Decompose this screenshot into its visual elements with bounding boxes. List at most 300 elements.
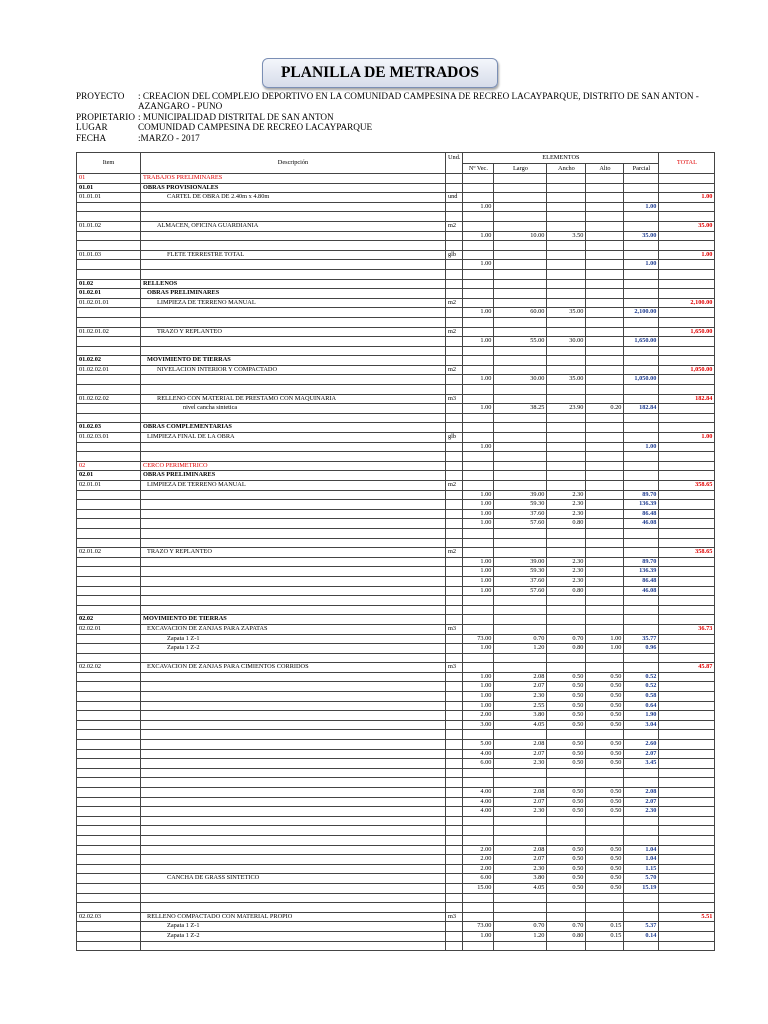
cell-nveces [463, 413, 494, 423]
cell-total: 36.73 [659, 624, 715, 634]
table-row [77, 174, 715, 184]
cell-largo [494, 624, 547, 634]
cell-ancho [547, 298, 586, 308]
cell-largo [494, 289, 547, 299]
cell-ancho [547, 481, 586, 491]
table-row [77, 404, 715, 414]
cell-nveces [463, 615, 494, 625]
table-row [77, 807, 715, 817]
cell-largo [494, 596, 547, 606]
cell-largo [494, 461, 547, 471]
metrados-table [76, 152, 715, 951]
cell-item [77, 682, 141, 692]
cell-und: glb [446, 250, 463, 260]
cell-ancho [547, 365, 586, 375]
cell-nveces: 1.00 [463, 931, 494, 941]
cell-parcial: 86.48 [624, 509, 659, 519]
cell-parcial: 0.96 [624, 644, 659, 654]
cell-largo: 2.30 [494, 807, 547, 817]
cell-descripcion [141, 864, 446, 874]
cell-ancho: 0.70 [547, 634, 586, 644]
cell-nveces [463, 663, 494, 673]
table-row [77, 433, 715, 443]
cell-alto [586, 298, 624, 308]
cell-nveces [463, 471, 494, 481]
cell-nveces [463, 241, 494, 251]
cell-largo [494, 663, 547, 673]
cell-und [446, 615, 463, 625]
cell-nveces [463, 903, 494, 913]
cell-ancho [547, 442, 586, 452]
table-row [77, 720, 715, 730]
cell-descripcion [141, 346, 446, 356]
cell-item [77, 778, 141, 788]
cell-largo: 3.80 [494, 711, 547, 721]
cell-descripcion [141, 730, 446, 740]
cell-und: m2 [446, 298, 463, 308]
cell-total [659, 375, 715, 385]
cell-alto [586, 653, 624, 663]
cell-ancho: 3.50 [547, 231, 586, 241]
cell-nveces: 2.00 [463, 845, 494, 855]
cell-ancho [547, 423, 586, 433]
cell-ancho [547, 413, 586, 423]
header-label [76, 101, 138, 111]
table-row [77, 490, 715, 500]
table-row [77, 461, 715, 471]
cell-largo [494, 471, 547, 481]
cell-nveces [463, 433, 494, 443]
cell-item [77, 711, 141, 721]
cell-total [659, 644, 715, 654]
cell-alto [586, 385, 624, 395]
cell-item: 01.02.02 [77, 356, 141, 366]
cell-nveces: 6.00 [463, 874, 494, 884]
cell-total [659, 845, 715, 855]
cell-descripcion [141, 241, 446, 251]
table-row [77, 337, 715, 347]
cell-nveces: 1.00 [463, 701, 494, 711]
table-row [77, 586, 715, 596]
table-row [77, 768, 715, 778]
table-row [77, 519, 715, 529]
cell-ancho [547, 663, 586, 673]
cell-alto [586, 528, 624, 538]
cell-und: und [446, 193, 463, 203]
cell-descripcion [141, 202, 446, 212]
cell-nveces [463, 174, 494, 184]
cell-total [659, 788, 715, 798]
cell-und [446, 346, 463, 356]
cell-descripcion: EXCAVACION DE ZANJAS PARA CIMIENTOS CORRIDOS [141, 663, 446, 673]
cell-und [446, 835, 463, 845]
table-row [77, 269, 715, 279]
cell-und [446, 174, 463, 184]
cell-item: 01.02.01.01 [77, 298, 141, 308]
cell-largo [494, 778, 547, 788]
cell-descripcion [141, 375, 446, 385]
cell-und: m3 [446, 394, 463, 404]
header-label: PROYECTO [76, 91, 125, 101]
cell-ancho: 2.30 [547, 500, 586, 510]
cell-total [659, 385, 715, 395]
cell-und: m2 [446, 327, 463, 337]
cell-item [77, 442, 141, 452]
cell-item [77, 519, 141, 529]
cell-und [446, 922, 463, 932]
table-row [77, 797, 715, 807]
cell-parcial: 0.52 [624, 672, 659, 682]
cell-item [77, 740, 141, 750]
table-row [77, 394, 715, 404]
cell-item [77, 586, 141, 596]
cell-total [659, 346, 715, 356]
cell-parcial [624, 269, 659, 279]
cell-alto [586, 509, 624, 519]
cell-alto: 0.50 [586, 720, 624, 730]
cell-alto [586, 279, 624, 289]
cell-largo: 2.07 [494, 797, 547, 807]
cell-parcial [624, 730, 659, 740]
cell-total [659, 423, 715, 433]
cell-alto [586, 375, 624, 385]
col-total: TOTAL [659, 153, 715, 174]
table-row [77, 538, 715, 548]
cell-total [659, 605, 715, 615]
cell-total [659, 922, 715, 932]
cell-total [659, 174, 715, 184]
cell-item [77, 893, 141, 903]
cell-item [77, 672, 141, 682]
cell-item: 01.02.03 [77, 423, 141, 433]
cell-und [446, 807, 463, 817]
cell-item: 02.02.03 [77, 912, 141, 922]
cell-largo [494, 193, 547, 203]
cell-nveces: 1.00 [463, 260, 494, 270]
cell-largo [494, 202, 547, 212]
table-row [77, 375, 715, 385]
cell-item [77, 720, 141, 730]
cell-largo [494, 279, 547, 289]
table-row [77, 576, 715, 586]
cell-largo: 38.25 [494, 404, 547, 414]
table-row [77, 413, 715, 423]
cell-total [659, 596, 715, 606]
cell-total [659, 816, 715, 826]
cell-und [446, 231, 463, 241]
cell-und [446, 788, 463, 798]
cell-parcial [624, 903, 659, 913]
cell-parcial [624, 279, 659, 289]
cell-parcial: 1.04 [624, 855, 659, 865]
cell-nveces [463, 893, 494, 903]
cell-und [446, 452, 463, 462]
cell-largo [494, 826, 547, 836]
cell-alto [586, 346, 624, 356]
cell-nveces [463, 269, 494, 279]
cell-total [659, 260, 715, 270]
cell-ancho [547, 250, 586, 260]
table-row [77, 874, 715, 884]
cell-descripcion [141, 212, 446, 222]
cell-parcial: 1.00 [624, 260, 659, 270]
cell-parcial: 136.39 [624, 567, 659, 577]
table-row [77, 864, 715, 874]
cell-nveces [463, 778, 494, 788]
cell-largo [494, 298, 547, 308]
header-label: PROPIETARIO [76, 111, 135, 122]
cell-und [446, 557, 463, 567]
cell-nveces [463, 193, 494, 203]
cell-alto [586, 452, 624, 462]
cell-largo [494, 260, 547, 270]
cell-largo [494, 615, 547, 625]
cell-alto [586, 500, 624, 510]
cell-nveces [463, 461, 494, 471]
table-row [77, 289, 715, 299]
cell-descripcion: EXCAVACION DE ZANJAS PARA ZAPATAS [141, 624, 446, 634]
cell-descripcion [141, 749, 446, 759]
col-descripcion: Descripción [141, 153, 446, 174]
cell-nveces [463, 423, 494, 433]
table-row [77, 365, 715, 375]
cell-ancho: 0.50 [547, 864, 586, 874]
cell-item [77, 212, 141, 222]
cell-nveces: 2.00 [463, 864, 494, 874]
cell-descripcion [141, 855, 446, 865]
cell-ancho: 35.00 [547, 375, 586, 385]
col-parcial: Parcial [624, 163, 659, 174]
table-row [77, 740, 715, 750]
cell-largo [494, 835, 547, 845]
cell-total [659, 826, 715, 836]
cell-largo [494, 903, 547, 913]
cell-und: m2 [446, 221, 463, 231]
cell-largo [494, 413, 547, 423]
cell-nveces: 1.00 [463, 231, 494, 241]
cell-und [446, 490, 463, 500]
cell-item: 02.01 [77, 471, 141, 481]
cell-und: m2 [446, 548, 463, 558]
cell-largo [494, 346, 547, 356]
cell-nveces [463, 183, 494, 193]
table-row [77, 778, 715, 788]
cell-total [659, 759, 715, 769]
cell-largo: 2.08 [494, 672, 547, 682]
table-row [77, 749, 715, 759]
cell-ancho: 0.80 [547, 644, 586, 654]
cell-alto [586, 663, 624, 673]
cell-item [77, 931, 141, 941]
cell-parcial [624, 174, 659, 184]
cell-alto [586, 433, 624, 443]
cell-parcial [624, 461, 659, 471]
cell-und [446, 567, 463, 577]
cell-descripcion [141, 740, 446, 750]
cell-item [77, 375, 141, 385]
table-row [77, 835, 715, 845]
table-row [77, 826, 715, 836]
cell-und: m2 [446, 481, 463, 491]
cell-parcial [624, 663, 659, 673]
cell-descripcion: RELLENO COMPACTADO CON MATERIAL PROPIO [141, 912, 446, 922]
cell-total [659, 452, 715, 462]
cell-descripcion [141, 528, 446, 538]
col-nveces: Nº Vec. [463, 163, 494, 174]
cell-ancho: 2.30 [547, 490, 586, 500]
cell-item [77, 452, 141, 462]
cell-total [659, 768, 715, 778]
cell-nveces: 1.00 [463, 586, 494, 596]
cell-parcial [624, 605, 659, 615]
cell-largo [494, 356, 547, 366]
cell-largo [494, 221, 547, 231]
cell-alto [586, 903, 624, 913]
cell-item [77, 308, 141, 318]
table-row [77, 308, 715, 318]
cell-item [77, 385, 141, 395]
table-row [77, 893, 715, 903]
cell-alto [586, 596, 624, 606]
cell-und [446, 740, 463, 750]
cell-und: m3 [446, 663, 463, 673]
cell-und [446, 672, 463, 682]
cell-ancho: 0.50 [547, 855, 586, 865]
cell-alto [586, 337, 624, 347]
cell-item [77, 269, 141, 279]
cell-alto [586, 269, 624, 279]
cell-largo [494, 394, 547, 404]
col-und: Und. [446, 153, 463, 164]
cell-parcial: 1,050.00 [624, 375, 659, 385]
cell-nveces: 1.00 [463, 490, 494, 500]
cell-total [659, 557, 715, 567]
cell-ancho [547, 452, 586, 462]
cell-item [77, 701, 141, 711]
cell-descripcion [141, 490, 446, 500]
cell-alto [586, 615, 624, 625]
cell-ancho: 0.50 [547, 845, 586, 855]
cell-parcial: 5.37 [624, 922, 659, 932]
cell-nveces [463, 481, 494, 491]
cell-und [446, 816, 463, 826]
cell-und [446, 423, 463, 433]
cell-nveces [463, 826, 494, 836]
cell-total [659, 903, 715, 913]
cell-ancho: 35.00 [547, 308, 586, 318]
cell-nveces: 1.00 [463, 375, 494, 385]
cell-ancho: 0.50 [547, 682, 586, 692]
cell-largo: 37.60 [494, 576, 547, 586]
cell-parcial [624, 615, 659, 625]
cell-descripcion [141, 701, 446, 711]
cell-alto [586, 548, 624, 558]
cell-parcial: 35.00 [624, 231, 659, 241]
cell-largo [494, 327, 547, 337]
cell-alto [586, 317, 624, 327]
cell-descripcion: RELLENO CON MATERIAL DE PRESTAMO CON MAQUINARIA [141, 394, 446, 404]
cell-ancho [547, 624, 586, 634]
cell-item [77, 557, 141, 567]
cell-alto [586, 413, 624, 423]
cell-und [446, 768, 463, 778]
cell-nveces [463, 538, 494, 548]
cell-ancho [547, 528, 586, 538]
cell-alto: 1.00 [586, 644, 624, 654]
cell-descripcion: LIMPIEZA FINAL DE LA OBRA [141, 433, 446, 443]
cell-largo: 59.30 [494, 500, 547, 510]
cell-total [659, 500, 715, 510]
cell-parcial: 2.08 [624, 788, 659, 798]
cell-ancho [547, 356, 586, 366]
cell-alto: 0.50 [586, 874, 624, 884]
table-row [77, 912, 715, 922]
cell-ancho [547, 548, 586, 558]
cell-total [659, 740, 715, 750]
cell-parcial [624, 356, 659, 366]
cell-ancho [547, 538, 586, 548]
cell-total: 1,050.00 [659, 365, 715, 375]
cell-parcial: 0.52 [624, 682, 659, 692]
cell-und [446, 855, 463, 865]
cell-parcial: 2.07 [624, 797, 659, 807]
cell-alto [586, 423, 624, 433]
cell-nveces: 73.00 [463, 634, 494, 644]
cell-ancho: 0.50 [547, 711, 586, 721]
cell-alto [586, 250, 624, 260]
table-row [77, 615, 715, 625]
table-row [77, 346, 715, 356]
cell-ancho: 0.50 [547, 788, 586, 798]
cell-parcial: 89.70 [624, 490, 659, 500]
cell-descripcion [141, 893, 446, 903]
cell-descripcion: TRAZO Y REPLANTEO [141, 548, 446, 558]
cell-nveces [463, 452, 494, 462]
cell-ancho: 0.80 [547, 586, 586, 596]
table-row [77, 903, 715, 913]
cell-item [77, 797, 141, 807]
cell-largo: 3.80 [494, 874, 547, 884]
cell-descripcion: LIMPIEZA DE TERRENO MANUAL [141, 481, 446, 491]
cell-ancho [547, 394, 586, 404]
cell-ancho: 2.30 [547, 576, 586, 586]
cell-largo [494, 538, 547, 548]
cell-item: 01.01.03 [77, 250, 141, 260]
cell-total: 35.00 [659, 221, 715, 231]
table-row [77, 423, 715, 433]
cell-ancho [547, 193, 586, 203]
cell-item: 01.01.02 [77, 221, 141, 231]
cell-item [77, 730, 141, 740]
cell-ancho [547, 605, 586, 615]
table-row [77, 922, 715, 932]
cell-largo: 57.60 [494, 519, 547, 529]
cell-nveces [463, 346, 494, 356]
cell-ancho [547, 471, 586, 481]
cell-und [446, 308, 463, 318]
cell-item: 01.02.01 [77, 289, 141, 299]
cell-und [446, 375, 463, 385]
cell-alto [586, 356, 624, 366]
cell-item [77, 692, 141, 702]
cell-und [446, 826, 463, 836]
cell-alto [586, 576, 624, 586]
cell-parcial [624, 212, 659, 222]
cell-descripcion [141, 845, 446, 855]
cell-total [659, 471, 715, 481]
cell-parcial [624, 241, 659, 251]
cell-item [77, 509, 141, 519]
